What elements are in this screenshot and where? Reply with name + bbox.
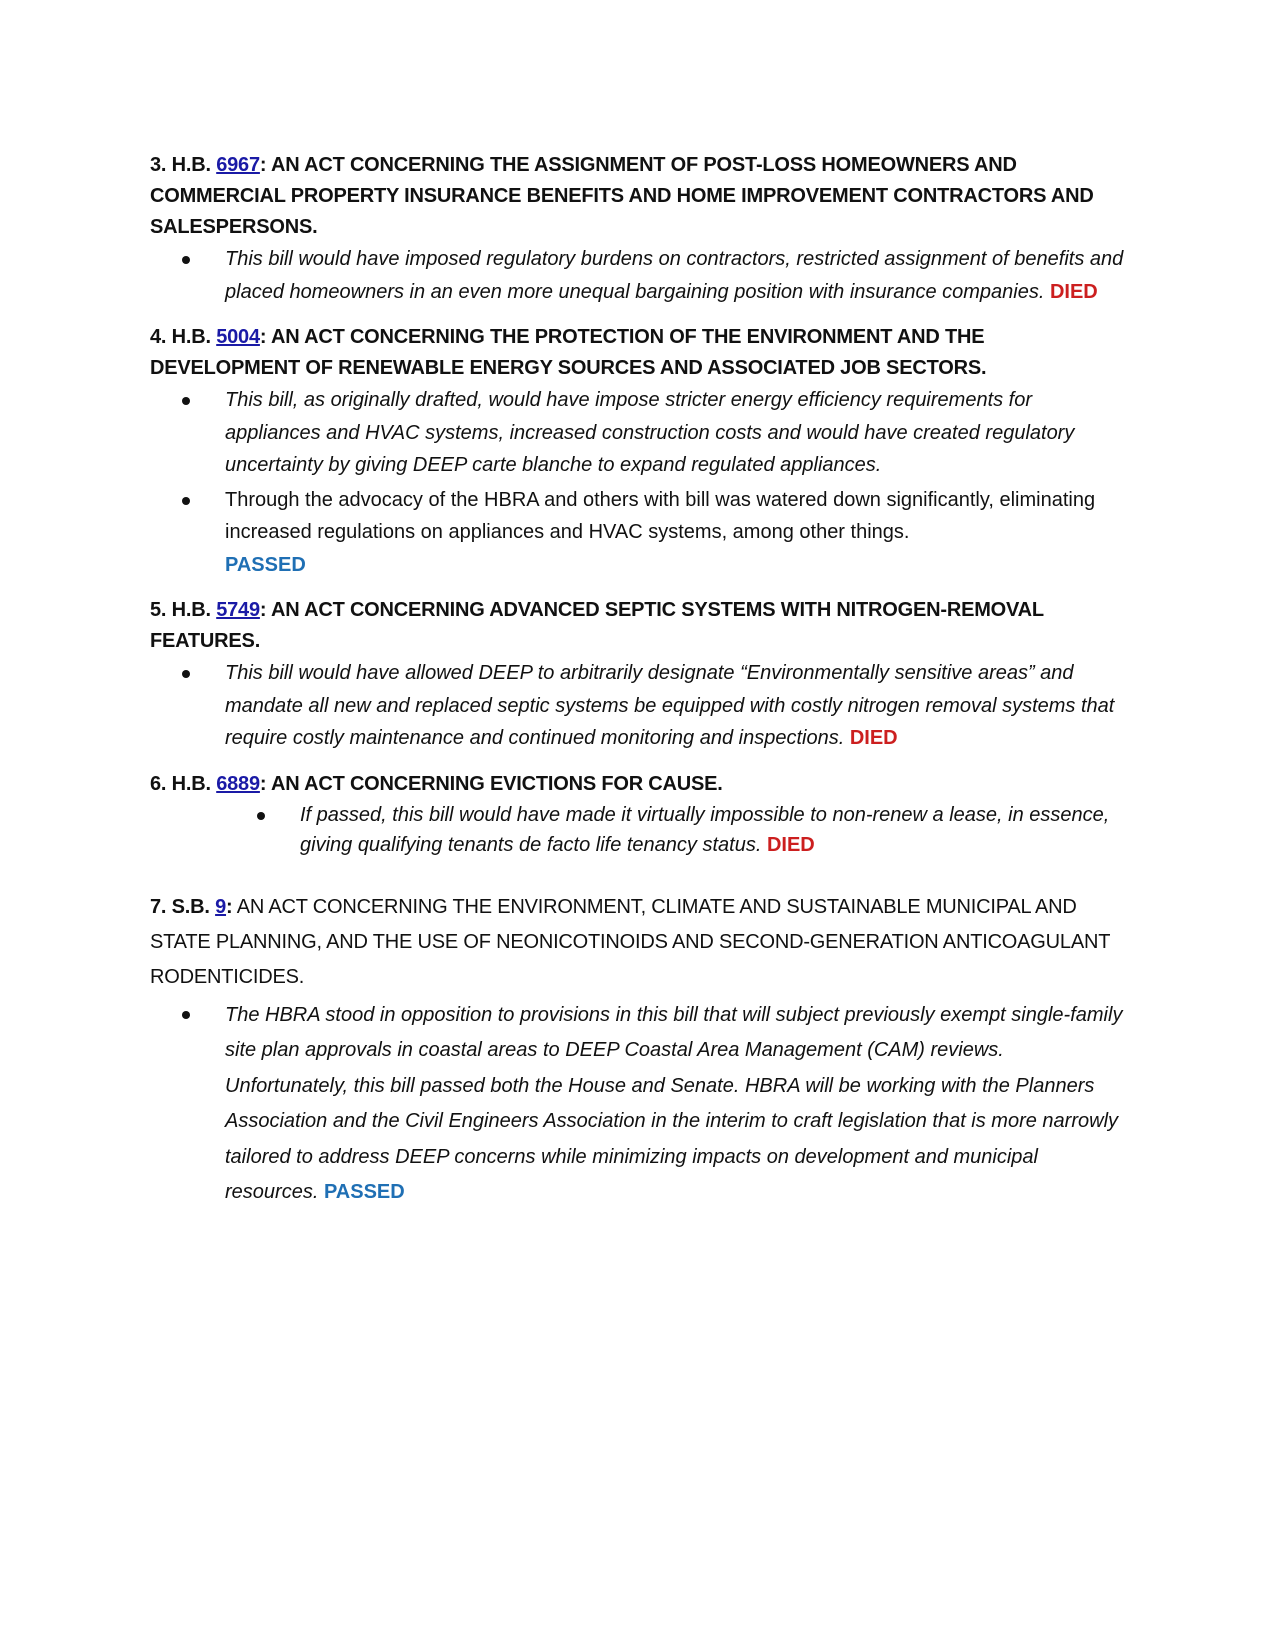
bill-title: : AN ACT CONCERNING ADVANCED SEPTIC SYSTEMS WITH NITROGEN-REMOVAL FEATURES. xyxy=(150,599,1044,652)
bill-item-6889 xyxy=(150,769,1130,860)
status-passed: PASSED xyxy=(225,553,306,576)
bullet-item xyxy=(225,243,1130,308)
bill-heading xyxy=(150,769,1130,800)
bill-heading xyxy=(150,150,1130,243)
bill-title: : AN ACT CONCERNING EVICTIONS FOR CAUSE. xyxy=(259,772,723,795)
bullet-item xyxy=(225,484,1130,582)
bill-prefix: 5. H.B. xyxy=(150,599,217,621)
bill-heading xyxy=(150,595,1130,657)
bill-bullets xyxy=(150,800,1130,860)
bill-link-9[interactable]: 9 xyxy=(215,895,227,918)
bill-prefix: 7. S.B. xyxy=(150,895,216,918)
status-died: DIED xyxy=(1049,280,1098,303)
bullet-item xyxy=(225,657,1130,755)
bullet-text: This bill would have allowed DEEP to arbitrarily designate “Environmentally sensitive areas” and mandate all new and replaced septic systems be equipped with costly nitrogen removal systems that require costly maintenance and continued monitoring and inspections. xyxy=(225,662,1115,749)
bill-prefix: 3. H.B. xyxy=(150,154,217,176)
bill-heading xyxy=(150,890,1130,995)
bill-prefix: 6. H.B. xyxy=(150,772,217,795)
bullet-item xyxy=(225,998,1130,1211)
bullet-text: Through the advocacy of the HBRA and others with bill was watered down significantly, eliminating increased regulations on appliances and HVAC systems, among other things. xyxy=(225,488,1096,543)
bill-link-6967[interactable]: 6967 xyxy=(216,154,260,176)
bill-title: AN ACT CONCERNING THE ENVIRONMENT, CLIMATE AND SUSTAINABLE MUNICIPAL AND STATE PLANNING, AND THE USE OF NEONICOTINOIDS AND SECOND-GENERATION ANTICOAGULANT RODENTICIDES. xyxy=(150,895,1110,988)
bullet-text: This bill, as originally drafted, would have impose stricter energy efficiency requirements for appliances and HVAC systems, increased construction costs and would have created regulatory uncertainty by giving DEEP carte blanche to expand regulated appliances. xyxy=(225,389,1075,476)
bullet-text: If passed, this bill would have made it virtually impossible to non-renew a lease, in essence, giving qualifying tenants de facto life tenancy status. xyxy=(300,803,1110,856)
bill-title: : AN ACT CONCERNING THE ASSIGNMENT OF POST-LOSS HOMEOWNERS AND COMMERCIAL PROPERTY INSURANCE BENEFITS AND HOME IMPROVEMENT CONTRACTORS AND SALESPERSONS. xyxy=(150,154,1094,238)
bullet-text: The HBRA stood in opposition to provisions in this bill that will subject previously exempt single-family site plan approvals in coastal areas to DEEP Coastal Area Management (CAM) reviews. Unfortunately, this bill passed both the House and Senate. HBRA will be working with the Planners Association and the Civil Engineers Association in the interim to craft legislation that is more narrowly tailored to address DEEP concerns while minimizing impacts on development and municipal resources. xyxy=(225,1003,1123,1203)
bill-link-6889[interactable]: 6889 xyxy=(216,772,260,795)
bill-link-5749[interactable]: 5749 xyxy=(216,599,260,621)
bill-prefix: 4. H.B. xyxy=(150,326,217,348)
status-died: DIED xyxy=(849,727,898,749)
bullet-item xyxy=(300,800,1130,860)
bill-item-6967 xyxy=(150,150,1130,308)
bill-title: : AN ACT CONCERNING THE PROTECTION OF THE ENVIRONMENT AND THE DEVELOPMENT OF RENEWABLE ENERGY SOURCES AND ASSOCIATED JOB SECTORS. xyxy=(150,326,987,379)
bullet-text: This bill would have imposed regulatory burdens on contractors, restricted assignment of benefits and placed homeowners in an even more unequal bargaining position with insurance companies. xyxy=(225,248,1124,303)
bill-item-5004 xyxy=(150,322,1130,581)
bill-heading xyxy=(150,322,1130,384)
bill-title-colon: : xyxy=(226,895,233,918)
bill-item-5749 xyxy=(150,595,1130,755)
bill-bullets xyxy=(150,243,1130,308)
document-page xyxy=(150,150,1130,1211)
bill-link-5004[interactable]: 5004 xyxy=(216,326,260,348)
bill-bullets xyxy=(150,998,1130,1211)
bullet-item xyxy=(225,384,1130,482)
status-passed: PASSED xyxy=(323,1181,405,1203)
status-died: DIED xyxy=(766,833,815,856)
bill-bullets xyxy=(150,657,1130,755)
bill-bullets xyxy=(150,384,1130,581)
bill-item-sb9 xyxy=(150,890,1130,1211)
